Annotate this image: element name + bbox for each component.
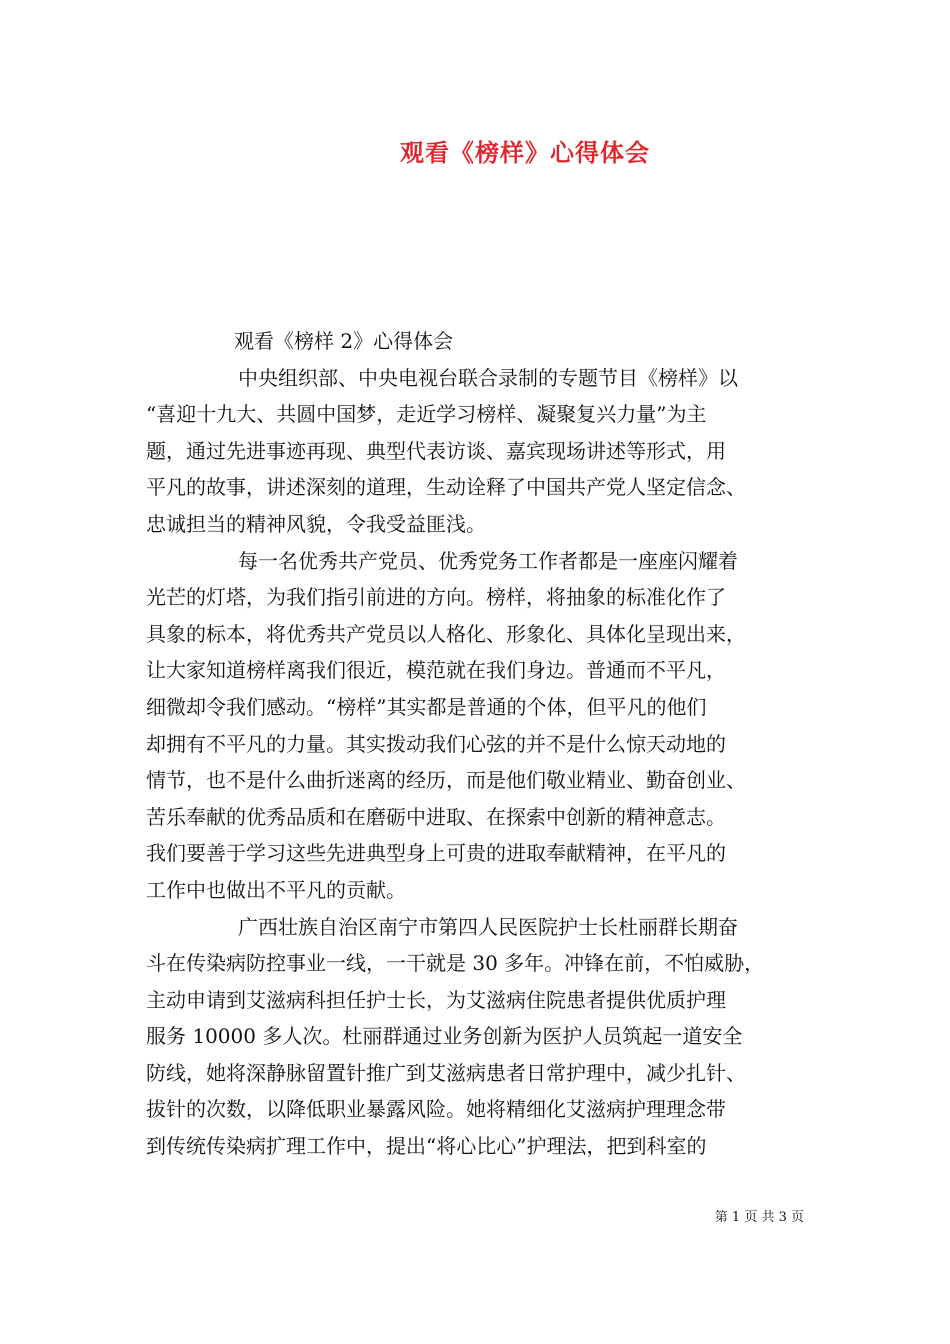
paragraph-line: 忠诚担当的精神风貌，令我受益匪浅。 [146,511,486,536]
paragraph-line: 细微却令我们感动。“榜样”其实都是普通的个体，但平凡的他们 [146,694,707,719]
document-subtitle: 观看《榜样 2》心得体会 [234,329,454,353]
paragraph-line: 到传统传染病扩理工作中，提出“将心比心”护理法，把到科室的 [146,1134,707,1159]
paragraph-line: 我们要善于学习这些先进典型身上可贵的进取奉献精神，在平凡的 [146,841,726,866]
paragraph-line: 情节，也不是什么曲折迷离的经历，而是他们敬业精业、勤奋创业、 [146,768,746,793]
paragraph-line: “喜迎十九大、共圆中国梦，走近学习榜样、凝聚复兴力量”为主 [146,402,707,427]
paragraph-line: 苦乐奉献的优秀品质和在磨砺中进取、在探索中创新的精神意志。 [146,804,726,829]
paragraph-line: 光芒的灯塔，为我们指引前进的方向。榜样，将抽象的标准化作了 [146,585,726,610]
paragraph-line: 主动申请到艾滋病科担任护士长，为艾滋病住院患者提供优质护理 [146,987,726,1012]
paragraph-line: 具象的标本，将优秀共产党员以人格化、形象化、具体化呈现出来， [146,621,746,646]
paragraph-line: 斗在传染病防控事业一线，一干就是 30 多年。冲锋在前，不怕威胁， [146,951,765,976]
paragraph-3 [146,909,816,1165]
paragraph-line: 广西壮族自治区南宁市第四人民医院护士长杜丽群长期奋 [238,914,738,939]
paragraph-2 [146,543,816,909]
paragraph-line: 平凡的故事，讲述深刻的道理，生动诠释了中国共产党人坚定信念、 [146,475,746,500]
paragraph-line: 每一名优秀共产党员、优秀党务工作者都是一座座闪耀着 [238,548,738,573]
paragraph-line: 中央组织部、中央电视台联合录制的专题节目《榜样》以 [238,365,738,390]
document-title: 观看《榜样》心得体会 [400,138,650,167]
paragraph-line: 拔针的次数，以降低职业暴露风险。她将精细化艾滋病护理理念带 [146,1097,726,1122]
paragraph-line: 却拥有不平凡的力量。其实拨动我们心弦的并不是什么惊天动地的 [146,731,726,756]
paragraph-line: 让大家知道榜样离我们很近，模范就在我们身边。普通而不平凡， [146,658,726,683]
document-body [146,323,816,1165]
paragraph-line: 服务 10000 多人次。杜丽群通过业务创新为医护人员筑起一道安全 [146,1024,743,1049]
paragraph-1 [146,360,816,543]
paragraph-line: 工作中也做出不平凡的贡献。 [146,877,406,902]
page-number-footer: 第 1 页 共 3 页 [714,1210,804,1225]
paragraph-line: 防线，她将深静脉留置针推广到艾滋病患者日常护理中，减少扎针、 [146,1060,746,1085]
paragraph-line: 题，通过先进事迹再现、典型代表访谈、嘉宾现场讲述等形式，用 [146,438,726,463]
